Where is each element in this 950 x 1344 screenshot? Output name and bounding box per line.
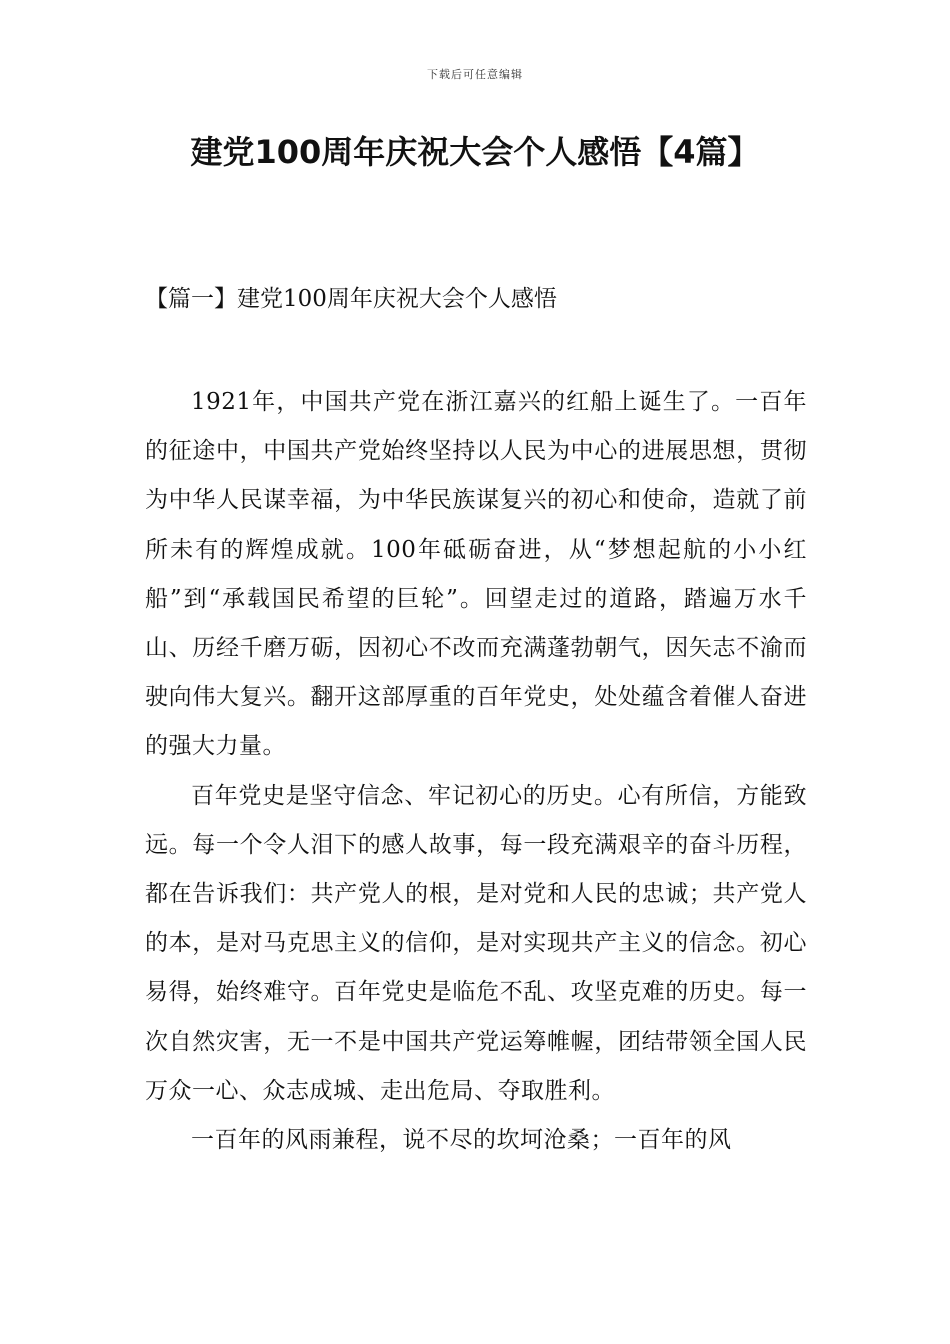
document-title: 建党100周年庆祝大会个人感悟【4篇】 (190, 133, 760, 171)
section-heading: 【篇一】建党100周年庆祝大会个人感悟 (145, 286, 557, 312)
paragraph: 百年党史是坚守信念、牢记初心的历史。心有所信，方能致远。每一个令人泪下的感人故事，每一段充满艰辛的奋斗历程，都在告诉我们：共产党人的根，是对党和人民的忠诚；共产党人的本，是对马克思主义的信仰，是对实现共产主义的信念。初心易得，始终难守。百年党史是临危不乱、攻坚克难的历史。每一次自然灾害，无一不是中国共产党运筹帷幄，团结带领全国人民万众一心、众志成城、走出危局、夺取胜利。 (145, 782, 807, 1104)
paragraph: 1921年，中国共产党在浙江嘉兴的红船上诞生了。一百年的征途中，中国共产党始终坚持以人民为中心的进展思想，贯彻为中华人民谋幸福，为中华民族谋复兴的初心和使命，造就了前所未有的辉煌成就。100年砥砺奋进，从“梦想起航的小小红船”到“承载国民希望的巨轮”。回望走过的道路，踏遍万水千山、历经千磨万砺，因初心不改而充满蓬勃朝气，因矢志不渝而驶向伟大复兴。翻开这部厚重的百年党史，处处蕴含着催人奋进的强大力量。 (145, 389, 807, 760)
body-text (145, 378, 807, 1165)
header-note: 下载后可任意编辑 (427, 68, 523, 81)
paragraph: 一百年的风雨兼程，说不尽的坎坷沧桑；一百年的风 (191, 1127, 732, 1154)
